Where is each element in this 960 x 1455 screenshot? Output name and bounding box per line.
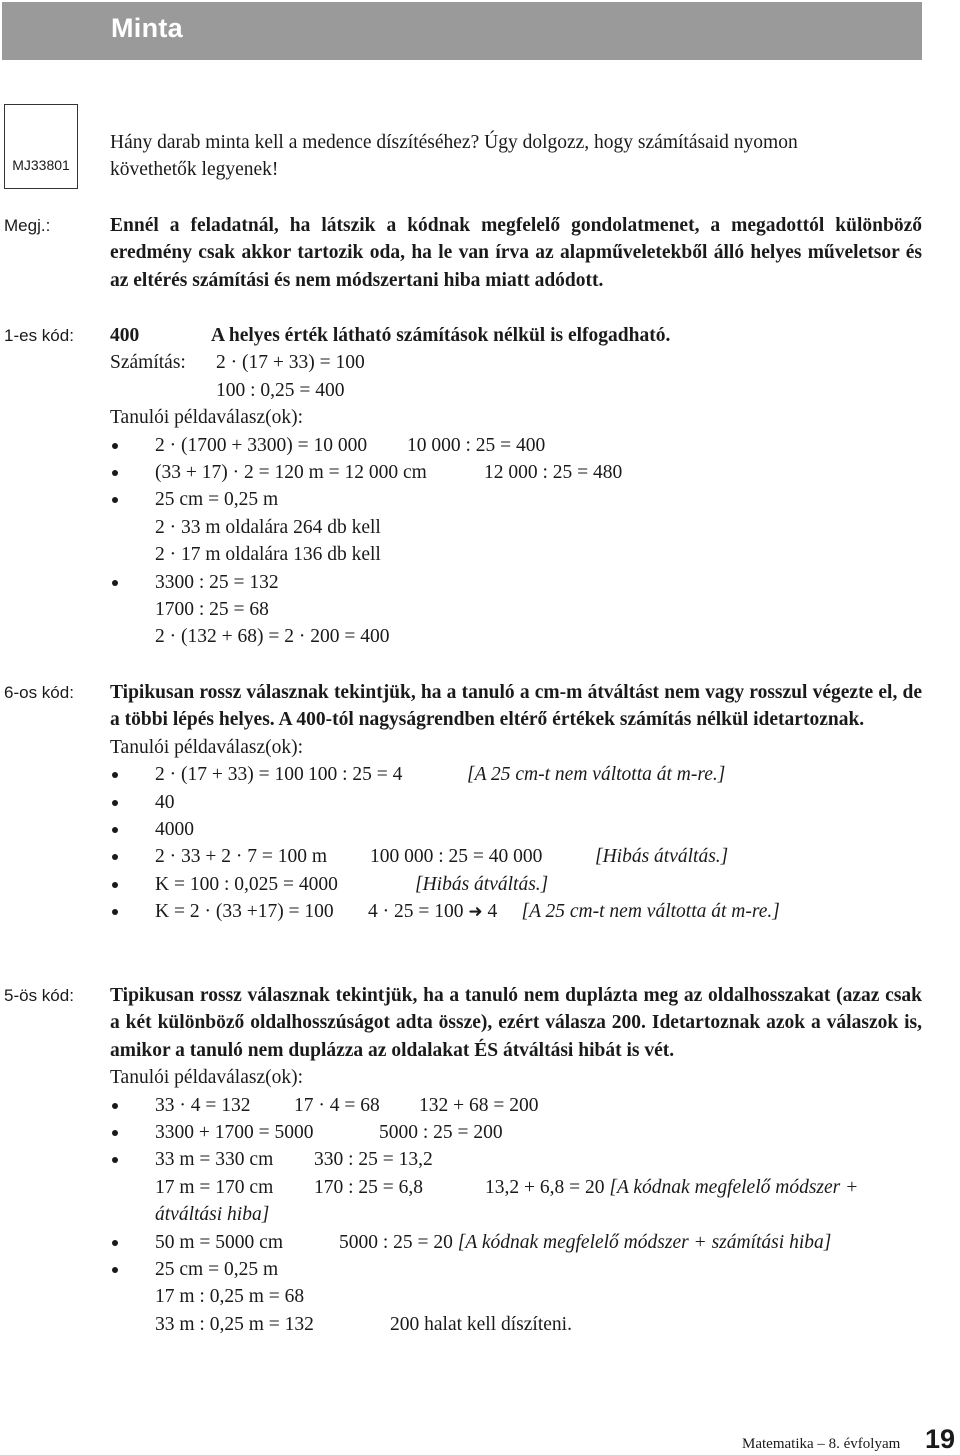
- list-item: [110, 486, 922, 568]
- bullet-icon: [112, 580, 118, 586]
- example-part: 40: [155, 791, 175, 813]
- example-part: (33 + 17) · 2 = 120 m = 12 000 cm: [155, 462, 427, 484]
- list-item: [110, 789, 922, 816]
- list-item: [110, 1229, 922, 1256]
- code1-value: 400: [110, 325, 140, 346]
- example-part: 4: [487, 901, 498, 923]
- example-part: 5000 : 25 = 20: [339, 1231, 453, 1253]
- arrow-right-icon: ➜: [468, 902, 483, 923]
- list-item: [110, 1256, 922, 1338]
- example-part: 17 m = 170 cm: [155, 1176, 274, 1198]
- question-text: [110, 129, 922, 184]
- list-item: [110, 871, 922, 898]
- example-line: 17 m : 0,25 m = 68: [155, 1286, 305, 1308]
- example-comment: [A kódnak megfelelő módszer + számítási hiba]: [457, 1231, 832, 1253]
- example-part: 3300 + 1700 = 5000: [155, 1122, 314, 1144]
- page-number: 19: [925, 1424, 956, 1454]
- bullet-icon: [112, 470, 118, 476]
- example-part: 2 · (17 + 33) = 100: [155, 764, 304, 786]
- calc-line-1: 2 · (17 + 33) = 100: [216, 352, 365, 374]
- bullet-icon: [112, 772, 118, 778]
- calc-line-2: 100 : 0,25 = 400: [216, 379, 345, 401]
- example-line: 1700 : 25 = 68: [155, 599, 269, 621]
- example-part: 33 m = 330 cm: [155, 1149, 274, 1171]
- bullet-icon: [112, 1103, 118, 1109]
- bullet-icon: [112, 909, 118, 915]
- example-part: 4000: [155, 819, 194, 841]
- bullet-icon: [112, 827, 118, 833]
- example-part: 2 · (1700 + 3300) = 10 000: [155, 434, 368, 456]
- code6-label: 6-os kód:: [4, 683, 74, 702]
- list-item: [110, 459, 922, 486]
- bullet-icon: [112, 1157, 118, 1163]
- example-line: 25 cm = 0,25 m: [155, 1259, 279, 1281]
- example-part: 50 m = 5000 cm: [155, 1231, 283, 1253]
- list-item: [110, 569, 922, 651]
- question-line-2: követhetők legyenek!: [110, 159, 279, 181]
- code6-description: Tipikusan rossz válasznak tekintjük, ha a tanuló a cm-m átváltást nem vagy rosszul végezte el, de a többi lépés helyes. A 400-tól nagyságrendben eltérő értékek számítás nélkül idetartoznak.: [110, 682, 922, 731]
- example-part: 12 000 : 25 = 480: [484, 462, 623, 484]
- list-item: [110, 1119, 922, 1146]
- list-item: [110, 432, 922, 459]
- bullet-icon: [112, 1267, 118, 1273]
- example-part: 33 m : 0,25 m = 132: [155, 1313, 314, 1335]
- code1-examples-label: Tanulói példaválasz(ok):: [110, 407, 304, 429]
- example-part: 2 · 33 + 2 · 7 = 100 m: [155, 846, 328, 868]
- calc-label: Számítás:: [110, 352, 186, 374]
- note-label: Megj.:: [4, 216, 51, 235]
- item-id-box: [4, 104, 78, 189]
- code5-examples-label: Tanulói példaválasz(ok):: [110, 1067, 304, 1089]
- bullet-icon: [112, 800, 118, 806]
- example-part: 200 halat kell díszíteni.: [390, 1313, 572, 1335]
- example-part: 4 · 25 = 100: [368, 901, 464, 923]
- example-comment: [A 25 cm-t nem váltotta át m-re.]: [467, 764, 726, 786]
- list-item: [110, 761, 922, 788]
- code1-label: 1-es kód:: [4, 326, 74, 345]
- code5-label: 5-ös kód:: [4, 986, 74, 1005]
- example-line: 2 · 17 m oldalára 136 db kell: [155, 544, 381, 566]
- example-part: 10 000 : 25 = 400: [407, 434, 546, 456]
- note-text: [110, 212, 922, 294]
- list-item: [110, 898, 922, 926]
- example-part: 13,2 + 6,8 = 20: [485, 1176, 605, 1198]
- example-line: 25 cm = 0,25 m: [155, 489, 279, 511]
- code5-section: [110, 982, 922, 1338]
- example-comment: [A 25 cm-t nem váltotta át m-re.]: [521, 901, 780, 923]
- example-part: 100 : 25 = 4: [308, 764, 403, 786]
- example-part: 132 + 68 = 200: [419, 1094, 539, 1116]
- bullet-icon: [112, 497, 118, 503]
- bullet-icon: [112, 443, 118, 449]
- example-part: 5000 : 25 = 200: [379, 1122, 503, 1144]
- question-line-1: Hány darab minta kell a medence díszítéséhez? Úgy dolgozz, hogy számításaid nyomon: [110, 132, 798, 153]
- example-part: K = 2 · (33 +17) = 100: [155, 901, 334, 923]
- bullet-icon: [112, 882, 118, 888]
- code5-description: Tipikusan rossz válasznak tekintjük, ha a tanuló nem duplázta meg az oldalhosszakat (azaz csak a két különböző oldalhosszúságot adta össze), ezért válasza 200. Idetartoznak azok a válaszok is, amikor a tanuló nem duplázza az oldalakat ÉS átváltási hibát is vét.: [110, 985, 922, 1061]
- list-item: [110, 1092, 922, 1119]
- page-title: Minta: [111, 13, 183, 43]
- example-line: 2 · (132 + 68) = 2 · 200 = 400: [155, 626, 390, 648]
- example-part: 33 · 4 = 132: [155, 1094, 251, 1116]
- example-comment: [Hibás átváltás.]: [595, 846, 729, 868]
- page-header-bar: [2, 2, 922, 60]
- example-comment: [A kódnak megfelelő módszer + átváltási hiba]: [155, 1176, 859, 1226]
- example-part: 170 : 25 = 6,8: [314, 1176, 424, 1198]
- item-id: MJ33801: [12, 157, 70, 173]
- example-part: K = 100 : 0,025 = 4000: [155, 873, 338, 895]
- example-part: 330 : 25 = 13,2: [314, 1149, 433, 1171]
- example-part: 17 · 4 = 68: [294, 1094, 380, 1116]
- list-item: [110, 1146, 922, 1228]
- footer-subject: Matematika – 8. évfolyam: [742, 1436, 901, 1452]
- code6-section: [110, 679, 922, 927]
- bullet-icon: [112, 1240, 118, 1246]
- list-item: [110, 843, 922, 870]
- code1-section: [110, 322, 922, 651]
- list-item: [110, 816, 922, 843]
- bullet-icon: [112, 854, 118, 860]
- example-line: 3300 : 25 = 132: [155, 571, 279, 593]
- example-line: 2 · 33 m oldalára 264 db kell: [155, 516, 381, 538]
- bullet-icon: [112, 1130, 118, 1136]
- note-paragraph: Ennél a feladatnál, ha látszik a kódnak megfelelő gondolatmenet, a megadottól különböző eredmény csak akkor tartozik oda, ha le van írva az alapműveletekből álló helyes műveletsor és az eltérés számítási és nem módszertani hiba miatt adódott.: [110, 215, 922, 291]
- code6-examples-label: Tanulói példaválasz(ok):: [110, 736, 304, 758]
- example-part: 100 000 : 25 = 40 000: [370, 846, 543, 868]
- code1-description: A helyes érték látható számítások nélkül is elfogadható.: [211, 325, 671, 346]
- example-comment: [Hibás átváltás.]: [415, 873, 549, 895]
